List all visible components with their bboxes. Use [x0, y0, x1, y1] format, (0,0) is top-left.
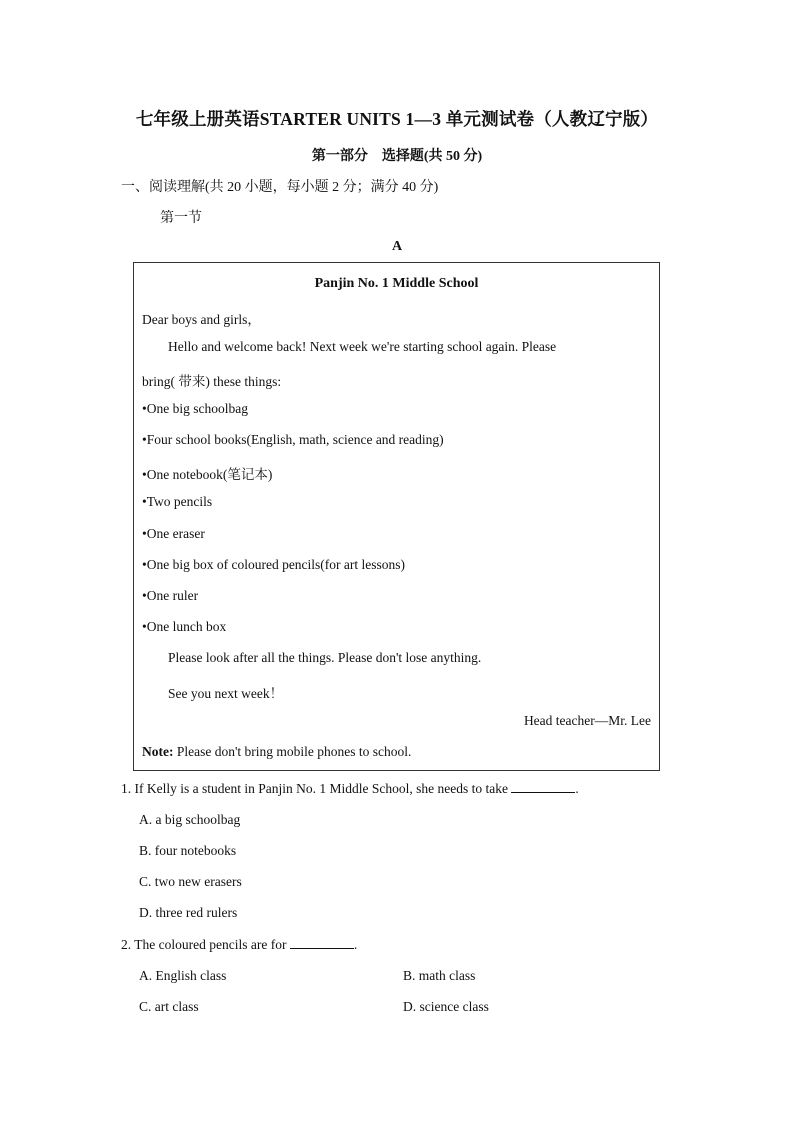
notice-box — [133, 262, 660, 771]
list-item: •Four school books(English, math, science and reading) — [142, 432, 444, 447]
list-item: •One lunch box — [142, 619, 227, 634]
notice-closing-1: Please look after all the things. Please don't lose anything. — [168, 650, 482, 665]
notice-intro-line1: Hello and welcome back! Next week we're starting school again. Please — [168, 339, 557, 354]
page-title: 七年级上册英语STARTER UNITS 1—3 单元测试卷（人教辽宁版） — [135, 109, 659, 129]
list-item: •One eraser — [142, 526, 205, 541]
question-stem-text: 1. If Kelly is a student in Panjin No. 1 Middle School, she needs to take — [121, 781, 512, 796]
note-text: Please don't bring mobile phones to school. — [173, 744, 412, 759]
note-label: Note: — [142, 744, 174, 759]
list-item: •One notebook(笔记本) — [142, 467, 273, 482]
answer-blank — [290, 937, 354, 949]
question-2-option-d: D. science class — [403, 999, 489, 1014]
list-item: •One ruler — [142, 588, 199, 603]
notice-signature: Head teacher—Mr. Lee — [523, 713, 651, 728]
notice-greeting: Dear boys and girls， — [142, 312, 261, 327]
list-item: •One big box of coloured pencils(for art lessons) — [142, 557, 406, 572]
section-heading: 一、阅读理解(共 20 小题，每小题 2 分；满分 40 分) — [121, 180, 439, 195]
list-item: •One big schoolbag — [142, 401, 248, 416]
list-item: •Two pencils — [142, 494, 213, 509]
part-heading: 第一部分 选择题(共 50 分) — [311, 149, 483, 164]
notice-note — [142, 744, 411, 760]
subsection-heading: 第一节 — [160, 211, 202, 226]
question-stem-end: . — [575, 781, 579, 796]
question-1-option-b: B. four notebooks — [139, 843, 237, 858]
answer-blank — [511, 781, 575, 793]
question-1-option-d: D. three red rulers — [139, 905, 238, 920]
notice-school-name: Panjin No. 1 Middle School — [314, 276, 479, 291]
question-2-option-c: C. art class — [139, 999, 199, 1014]
question-1-option-c: C. two new erasers — [139, 874, 242, 889]
passage-letter: A — [391, 239, 403, 254]
question-1-stem — [121, 781, 579, 797]
question-2-option-a: A. English class — [139, 968, 227, 983]
question-stem-text: 2. The coloured pencils are for — [121, 937, 290, 952]
question-2-option-b: B. math class — [403, 968, 476, 983]
question-1-option-a: A. a big schoolbag — [139, 812, 241, 827]
question-stem-end: . — [353, 937, 358, 952]
notice-closing-2: See you next week！ — [168, 686, 284, 701]
notice-intro-line2: bring( 带来) these things: — [142, 374, 282, 389]
question-2-stem — [121, 937, 357, 953]
